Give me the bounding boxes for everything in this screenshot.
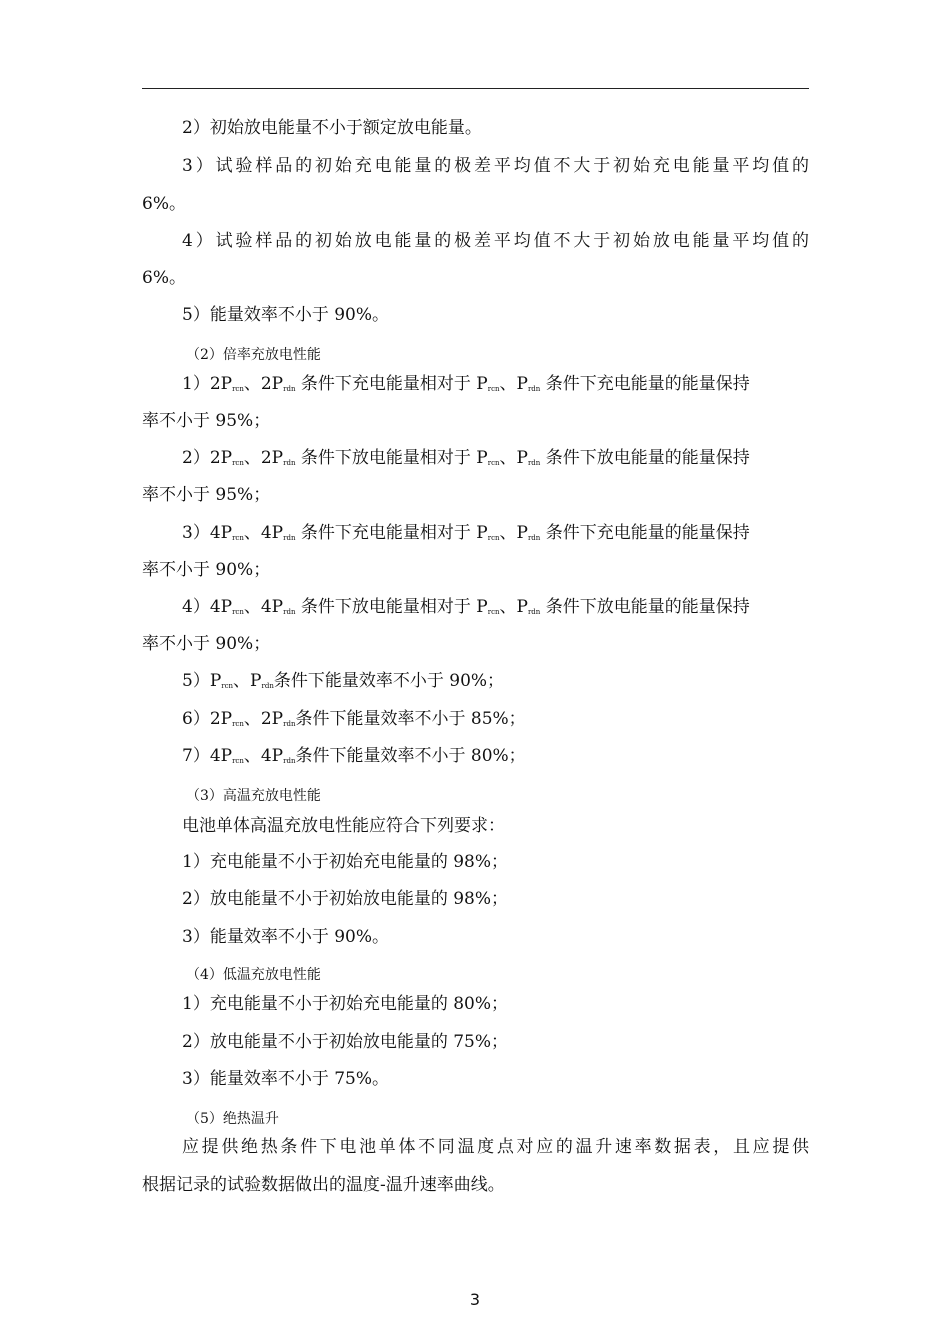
req-line: 1）充电能量不小于初始充电能量的 80%；: [182, 994, 509, 1014]
section-heading: （3）高温充放电性能: [186, 788, 321, 804]
section-heading: （2）倍率充放电性能: [186, 347, 321, 363]
req-line: 3）能量效率不小于 90%。: [182, 927, 390, 947]
req-line: 3）能量效率不小于 75%。: [182, 1069, 390, 1089]
req-line: $7)4P_{rcn}$、$4P_{rdn}$条件下能量效率不小于 80%；: [182, 746, 526, 766]
req-line: $1)2P_{rcn}$、$2P_{rdn}$ 条件下充电能量相对于 $P_{rcn}$、$P_{rdn}$ 条件下充电能量的能量保持: [182, 374, 750, 394]
req-line: 率不小于 95%；: [142, 485, 271, 505]
req-line: 2）放电能量不小于初始放电能量的 75%；: [182, 1032, 509, 1052]
section-heading: （4）低温充放电性能: [186, 967, 321, 983]
req-line: $4)4P_{rcn}$、$4P_{rdn}$ 条件下放电能量相对于 $P_{rcn}$、$P_{rdn}$ 条件下放电能量的能量保持: [182, 597, 750, 617]
req-line: 4）试验样品的初始放电能量的极差平均值不大于初始放电能量平均值的: [182, 231, 809, 251]
req-line: 2）初始放电能量不小于额定放电能量。: [182, 118, 482, 138]
req-line: 2）放电能量不小于初始放电能量的 98%；: [182, 889, 509, 909]
req-line: 率不小于 95%；: [142, 411, 271, 431]
req-line: 3）试验样品的初始充电能量的极差平均值不大于初始充电能量平均值的: [182, 156, 809, 176]
page-number: 3: [469, 1290, 481, 1309]
req-line: 率不小于 90%；: [142, 634, 271, 654]
req-line: 电池单体高温充放电性能应符合下列要求：: [182, 816, 505, 836]
header-rule: [142, 88, 809, 89]
req-line: 率不小于 90%；: [142, 560, 271, 580]
req-line: $6)2P_{rcn}$、$2P_{rdn}$条件下能量效率不小于 85%；: [182, 709, 526, 729]
req-line: 1）充电能量不小于初始充电能量的 98%；: [182, 852, 509, 872]
section-heading: （5）绝热温升: [186, 1111, 279, 1127]
req-line: 应提供绝热条件下电池单体不同温度点对应的温升速率数据表，且应提供: [182, 1137, 809, 1157]
req-line: $3)4P_{rcn}$、$4P_{rdn}$ 条件下充电能量相对于 $P_{rcn}$、$P_{rdn}$ 条件下充电能量的能量保持: [182, 523, 750, 543]
req-line: 5）能量效率不小于 90%。: [182, 305, 390, 325]
req-line: $2)2P_{rcn}$、$2P_{rdn}$ 条件下放电能量相对于 $P_{rcn}$、$P_{rdn}$ 条件下放电能量的能量保持: [182, 448, 750, 468]
req-line: 根据记录的试验数据做出的温度-温升速率曲线。: [142, 1175, 505, 1195]
req-line: 6%。: [142, 194, 186, 214]
req-line: 6%。: [142, 268, 186, 288]
req-line: $5)P_{rcn}$、$P_{rdn}$条件下能量效率不小于 90%；: [182, 671, 505, 691]
